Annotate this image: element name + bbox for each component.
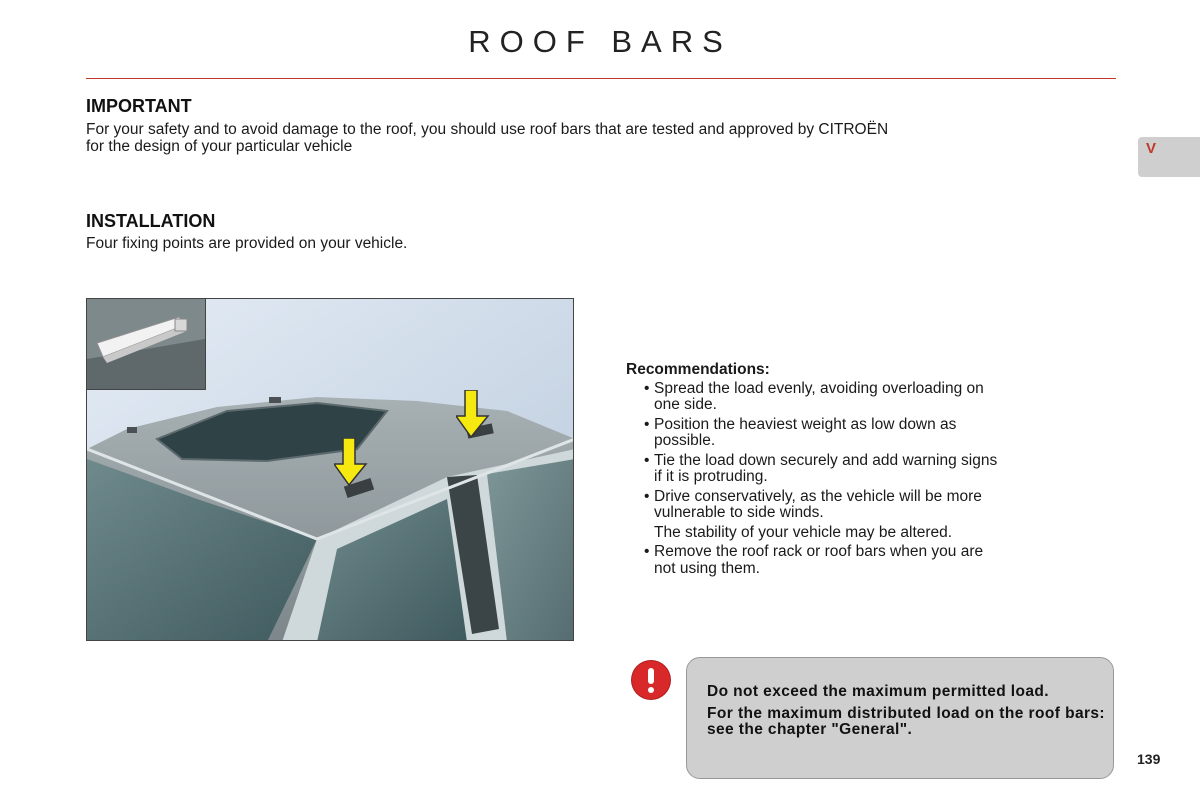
section-tab[interactable] [1138,137,1200,177]
installation-heading: INSTALLATION [86,211,216,231]
important-heading: IMPORTANT [86,96,192,116]
warning-box [686,657,1114,779]
page-number: 139 [1137,751,1161,767]
arrow-down-icon [334,438,368,486]
important-text-line-1: For your safety and to avoid damage to the roof, you should use roof bars that are tested and approved by CITROËN [86,121,889,138]
list-item: • Drive conservatively, as the vehicle will be more vulnerable to side winds. [644,487,982,521]
recommendations [626,362,1106,580]
section-tab-label: V [1146,140,1157,157]
important-text-line-2: for the design of your particular vehicle [86,138,353,155]
arrow-down-icon [456,390,490,438]
recommendations-title: Recommendations: [626,361,770,378]
warning-line-1: Do not exceed the maximum permitted load. [707,683,1049,700]
fixing-point-inset [86,298,206,390]
list-item: • Position the heaviest weight as low down as possible. [644,415,957,449]
stability-note: The stability of your vehicle may be altered. [654,523,953,541]
title-divider [86,78,1116,79]
fixing-point-drawing [87,299,205,389]
page-title: ROOF BARS [468,24,732,59]
list-item: • Tie the load down securely and add warning signs if it is protruding. [644,451,998,485]
list-item: • Spread the load evenly, avoiding overloading on one side. [644,379,984,413]
warning-icon [632,661,670,699]
warning-line-2: For the maximum distributed load on the roof bars: see the chapter "General". [707,705,1105,738]
list-item: • Remove the roof rack or roof bars when you are not using them. [644,543,984,577]
installation-text: Four fixing points are provided on your vehicle. [86,235,408,252]
